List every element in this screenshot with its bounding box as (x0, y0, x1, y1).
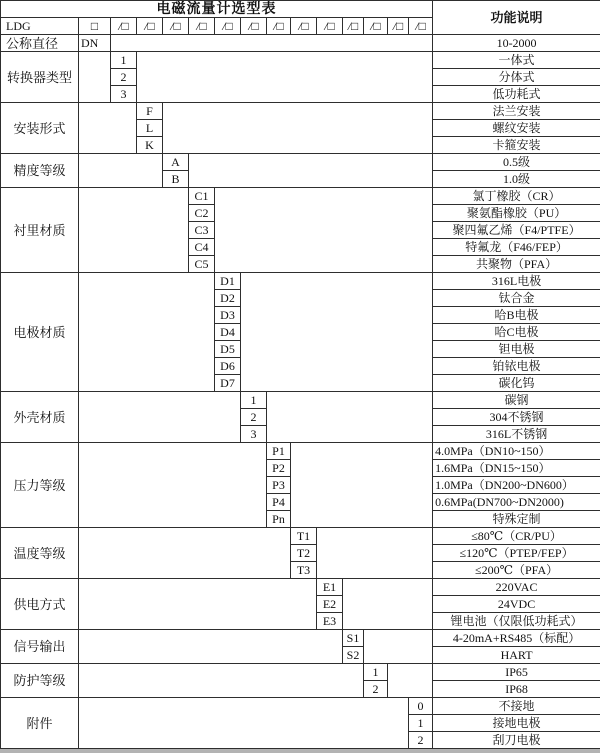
option-desc: 不接地 (433, 698, 600, 715)
option-code: D2 (215, 290, 241, 307)
option-code: 1 (111, 52, 137, 69)
spacer (79, 392, 241, 443)
option-code: 2 (241, 409, 267, 426)
option-code: E2 (317, 596, 343, 613)
label-accuracy-class: 精度等级 (1, 154, 79, 188)
option-desc: 304不锈钢 (433, 409, 600, 426)
option-code: Pn (267, 511, 291, 528)
option-desc: 螺纹安装 (433, 120, 600, 137)
table-title: 电磁流量计选型表 (1, 1, 433, 18)
option-desc: 一体式 (433, 52, 600, 69)
label-accessories: 附件 (1, 698, 79, 749)
spacer (79, 579, 317, 630)
option-desc: 聚氨酯橡胶（PU） (433, 205, 600, 222)
option-desc: 4-20mA+RS485（标配） (433, 630, 600, 647)
spacer (79, 664, 364, 698)
option-code: D4 (215, 324, 241, 341)
option-desc: 0.6MPa(DN700~DN2000) (433, 494, 600, 511)
option-code: C1 (189, 188, 215, 205)
code-dn: DN (79, 35, 111, 52)
option-code: D1 (215, 273, 241, 290)
option-desc: 低功耗式 (433, 86, 600, 103)
option-desc: ≤120℃（PTEP/FEP） (433, 545, 600, 562)
option-desc: 刮刀电极 (433, 732, 600, 749)
option-code: P4 (267, 494, 291, 511)
option-code: 0 (409, 698, 433, 715)
option-code: D3 (215, 307, 241, 324)
option-code: 2 (364, 681, 388, 698)
option-code: 1 (241, 392, 267, 409)
option-desc: 1.6MPa（DN15~150） (433, 460, 600, 477)
option-code: A (163, 154, 189, 171)
option-desc: 24VDC (433, 596, 600, 613)
model-segment: /□ (409, 18, 433, 35)
option-desc: 哈C电极 (433, 324, 600, 341)
label-nominal-diameter: 公称直径 (1, 35, 79, 52)
spacer (137, 52, 433, 103)
option-desc: IP65 (433, 664, 600, 681)
option-desc: 特殊定制 (433, 511, 600, 528)
option-desc: 220VAC (433, 579, 600, 596)
option-code: 3 (111, 86, 137, 103)
option-desc: 氯丁橡胶（CR） (433, 188, 600, 205)
option-desc: 卡箍安装 (433, 137, 600, 154)
spacer (388, 664, 433, 698)
spacer (79, 273, 215, 392)
option-desc: 钽电极 (433, 341, 600, 358)
spacer (79, 103, 137, 154)
option-code: S1 (343, 630, 364, 647)
model-segment: /□ (317, 18, 343, 35)
option-code: 2 (111, 69, 137, 86)
spacer (79, 443, 267, 528)
label-converter-type: 转换器类型 (1, 52, 79, 103)
option-code: T2 (291, 545, 317, 562)
spacer (79, 528, 291, 579)
option-desc: 1.0MPa（DN200~DN600） (433, 477, 600, 494)
model-segment: /□ (291, 18, 317, 35)
option-code: L (137, 120, 163, 137)
spacer (163, 103, 433, 154)
option-code: S2 (343, 647, 364, 664)
spacer (189, 154, 433, 188)
model-segment: /□ (388, 18, 409, 35)
spacer (79, 52, 111, 103)
label-electrode-material: 电极材质 (1, 273, 79, 392)
option-desc: 碳化钨 (433, 375, 600, 392)
model-prefix: LDG (1, 18, 79, 35)
option-code: 2 (409, 732, 433, 749)
option-desc: 哈B电极 (433, 307, 600, 324)
model-segment: /□ (163, 18, 189, 35)
option-desc: HART (433, 647, 600, 664)
option-desc: 分体式 (433, 69, 600, 86)
spacer (111, 35, 433, 52)
option-code: D6 (215, 358, 241, 375)
option-code: E3 (317, 613, 343, 630)
label-installation-type: 安装形式 (1, 103, 79, 154)
option-desc: 碳钢 (433, 392, 600, 409)
model-segment: /□ (364, 18, 388, 35)
spacer (79, 698, 409, 749)
option-code: P3 (267, 477, 291, 494)
spacer (79, 630, 343, 664)
spacer (343, 579, 433, 630)
spacer (241, 273, 433, 392)
option-desc: 316L电极 (433, 273, 600, 290)
option-code: D5 (215, 341, 241, 358)
option-code: 1 (409, 715, 433, 732)
function-column-header: 功能说明 (433, 1, 600, 35)
label-temperature-class: 温度等级 (1, 528, 79, 579)
option-code: 1 (364, 664, 388, 681)
option-code: E1 (317, 579, 343, 596)
option-code: P2 (267, 460, 291, 477)
option-desc: 共聚物（PFA） (433, 256, 600, 273)
option-desc: 1.0级 (433, 171, 600, 188)
option-code: C2 (189, 205, 215, 222)
option-desc: ≤200℃（PFA） (433, 562, 600, 579)
option-desc: 4.0MPa（DN10~150） (433, 443, 600, 460)
scan-bottom-edge (0, 749, 600, 753)
option-desc: 特氟龙（F46/FEP） (433, 239, 600, 256)
model-box: □ (79, 18, 111, 35)
spacer (215, 188, 433, 273)
option-code: F (137, 103, 163, 120)
model-segment: /□ (267, 18, 291, 35)
label-power-supply: 供电方式 (1, 579, 79, 630)
option-desc: 0.5级 (433, 154, 600, 171)
model-segment: /□ (215, 18, 241, 35)
option-code: D7 (215, 375, 241, 392)
option-code: T1 (291, 528, 317, 545)
option-desc: 接地电极 (433, 715, 600, 732)
option-desc: 聚四氟乙烯（F4/PTFE） (433, 222, 600, 239)
option-desc: 锂电池（仅限低功耗式） (433, 613, 600, 630)
option-code: C5 (189, 256, 215, 273)
label-housing-material: 外壳材质 (1, 392, 79, 443)
option-code: K (137, 137, 163, 154)
model-segment: /□ (111, 18, 137, 35)
option-desc: 316L不锈钢 (433, 426, 600, 443)
option-desc: IP68 (433, 681, 600, 698)
option-code: P1 (267, 443, 291, 460)
spacer (267, 392, 433, 443)
label-lining-material: 衬里材质 (1, 188, 79, 273)
option-code: B (163, 171, 189, 188)
option-desc: 钛合金 (433, 290, 600, 307)
model-segment: /□ (137, 18, 163, 35)
option-code: C4 (189, 239, 215, 256)
spacer (79, 154, 163, 188)
option-desc: 法兰安装 (433, 103, 600, 120)
model-segment: /□ (241, 18, 267, 35)
label-pressure-class: 压力等级 (1, 443, 79, 528)
label-protection-rating: 防护等级 (1, 664, 79, 698)
model-segment: /□ (343, 18, 364, 35)
option-code: C3 (189, 222, 215, 239)
spacer (291, 443, 433, 528)
spacer (317, 528, 433, 579)
option-code: 3 (241, 426, 267, 443)
model-segment: /□ (189, 18, 215, 35)
spacer (79, 188, 189, 273)
option-desc: ≤80℃（CR/PU） (433, 528, 600, 545)
label-signal-output: 信号输出 (1, 630, 79, 664)
option-code: T3 (291, 562, 317, 579)
option-desc: 10-2000 (433, 35, 600, 52)
spacer (364, 630, 433, 664)
option-desc: 铂铱电极 (433, 358, 600, 375)
